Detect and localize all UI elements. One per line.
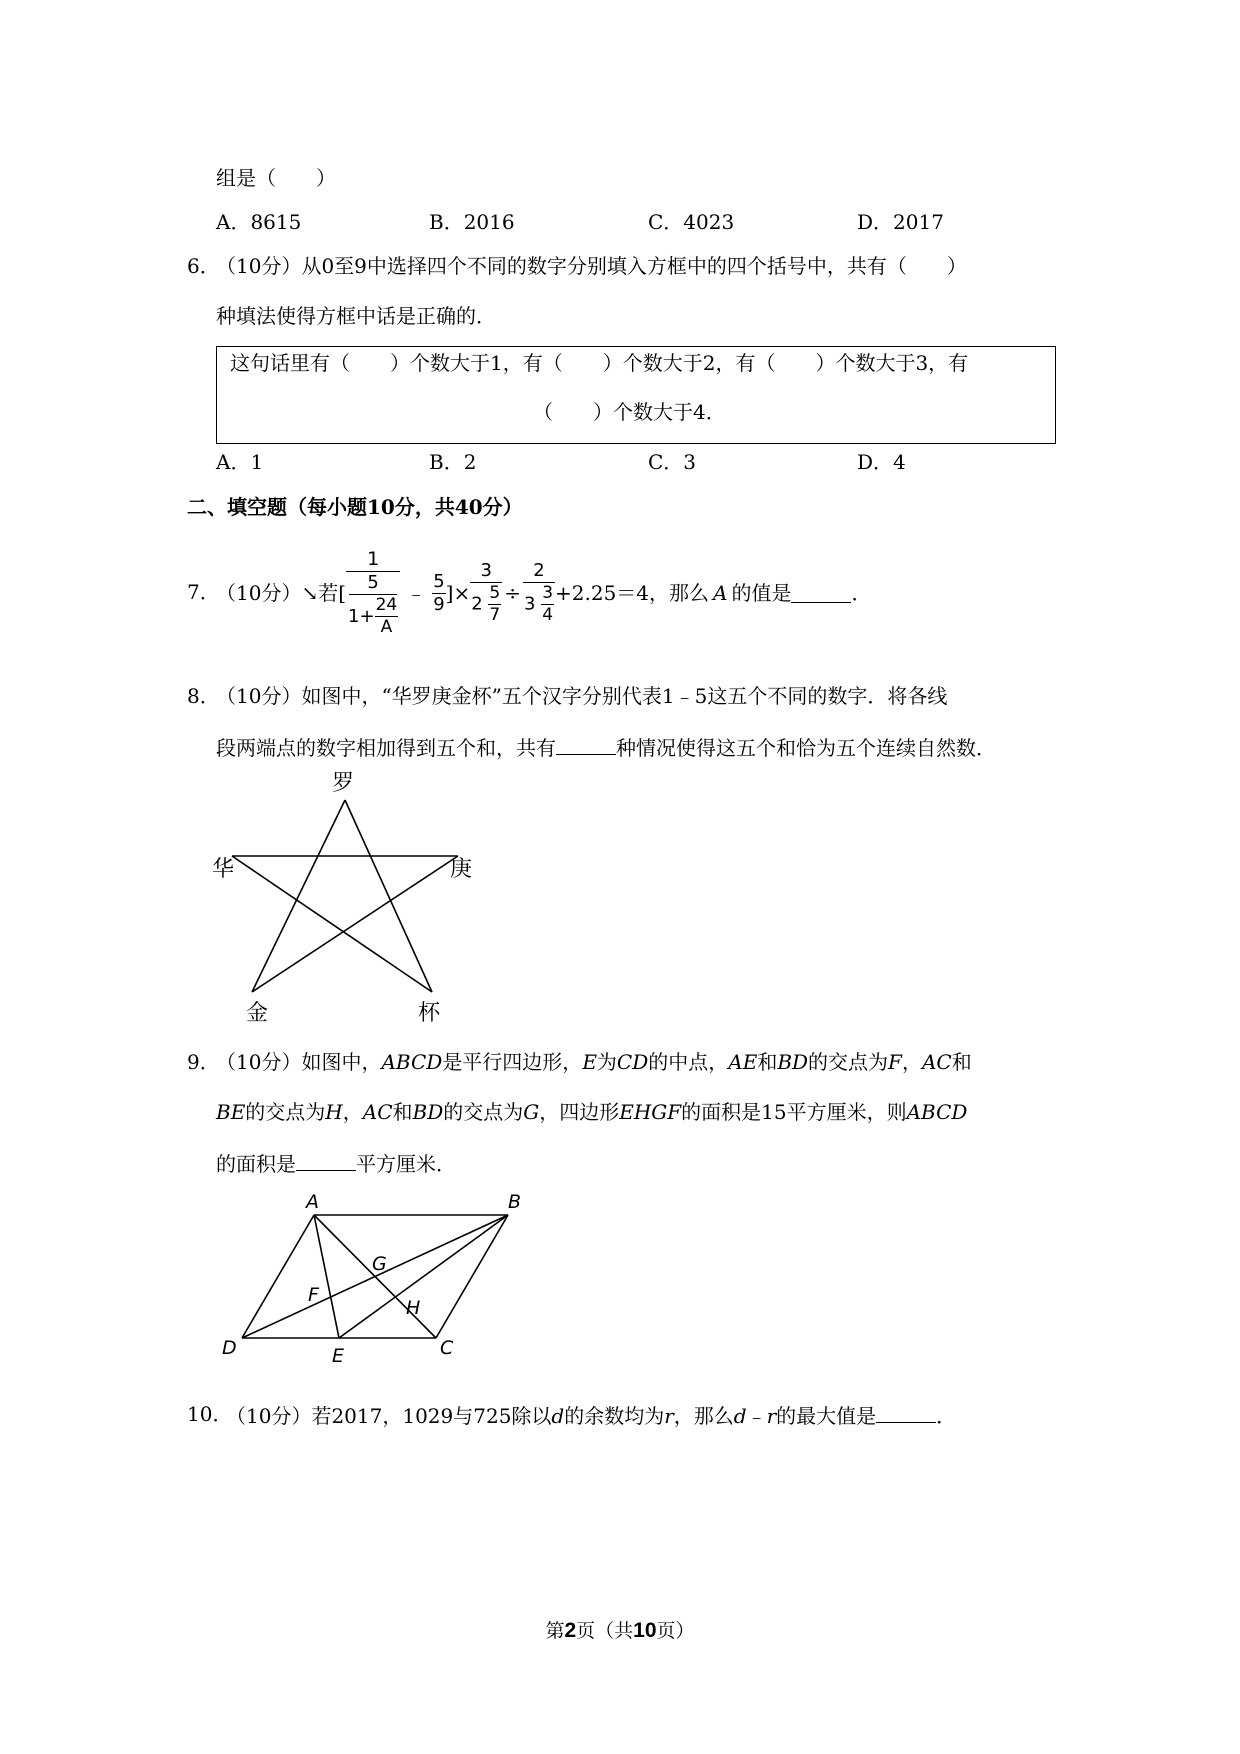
q7-expression [216,538,871,648]
q8-answer-blank[interactable] [556,736,616,755]
q10-text-run: r [664,1404,674,1428]
q10-text-run: d [733,1404,747,1428]
q9-text-run: EHGF [619,1100,682,1124]
q9-text-run: 的面积是15平方厘米，则 [681,1100,907,1124]
q6-option-c: C．3 [648,450,697,474]
q9-text-run: G [523,1100,540,1124]
q8-line1: （10分）如图中，“华罗庚金杯”五个汉字分别代表1﹣5这五个不同的数字．将各线 [216,684,948,708]
q9-text-run: CD [616,1050,649,1074]
q8-number: 8． [187,684,220,708]
q9-text-run: 和 [951,1050,972,1074]
q9-text-run: H [325,1100,343,1124]
q9-text-run: AC [921,1050,952,1074]
star-label-top: 罗 [332,771,355,796]
q9-text-run: AE [728,1050,758,1074]
q7-big-num: 1 [367,548,380,570]
q9-number: 9． [187,1050,220,1074]
star-label-bottom-right: 杯 [418,1001,441,1026]
q7-var-a: A [713,581,728,605]
q8-star-figure [210,770,490,1030]
point-label-d: D [222,1337,237,1359]
q7-divide: ÷ [504,581,521,605]
q7-suffix-b: 的值是 [731,581,792,605]
q10-line1: （10分）若2017，1029与725除以d的余数均为r，那么d﹣r的最大值是 ． [226,1404,957,1428]
q9-text-run: 为 [596,1050,617,1074]
point-label-e: E [332,1345,345,1366]
q7-big-fraction [346,550,400,636]
q7-answer-blank[interactable] [791,584,851,603]
q6-number: 6． [187,254,220,278]
side-da [242,1215,314,1338]
q9-line3: 的面积是 平方厘米． [216,1152,456,1176]
page-total: 10 [633,1619,657,1642]
q7-prefix: （10分）↘若[ [216,581,347,605]
q10-text-run: （10分）若2017，1029与725除以 [226,1404,552,1428]
q7-suffix-a: +2.25＝4，那么 [555,581,710,605]
q9-text-run: E [582,1050,597,1074]
q9-answer-blank[interactable] [296,1152,356,1171]
q10-answer-blank[interactable] [876,1404,936,1423]
point-label-c: C [440,1337,454,1359]
q7-number: 7． [187,580,220,604]
q10-text-run: 的最大值是 [776,1404,877,1428]
q10-text-run: ﹣ [746,1404,767,1428]
q10-text-run: d [551,1404,565,1428]
q9-text-run: （10分）如图中， [216,1050,382,1074]
q9-text-run: BE [216,1100,246,1124]
q8-line2: 段两端点的数字相加得到五个和，共有 种情况使得这五个和恰为五个连续自然数． [216,736,996,760]
q7-fraction-5-9: $\frac{5}{9}$ [433,570,445,615]
page-footer: 第2页（共10页） [545,1619,695,1642]
q5-option-c: C．4023 [648,210,735,234]
q6-option-a: A．1 [216,450,264,474]
point-label-a: A [306,1191,319,1213]
q6-line2: 种填法使得方框中话是正确的． [216,304,496,328]
star-label-right: 庚 [450,857,473,882]
q10-text-run: 的余数均为 [564,1404,665,1428]
q10-number: 10． [187,1402,233,1426]
point-label-h: H [406,1297,421,1319]
star-segment [252,800,345,992]
q9-text-run: BD [777,1050,809,1074]
star-label-bottom-left: 金 [246,1001,269,1026]
star-segment [252,856,458,992]
q7-fraction-3-mixed: 3 2 $\frac{5}{7}$ [471,560,501,625]
q9-text-run: ，四边形 [539,1100,620,1124]
q6-option-d: D．4 [857,450,906,474]
q10-text-run: r [766,1404,777,1428]
q7-end: ． [851,581,872,605]
q6-box-line2: （ ）个数大于4． [533,400,726,424]
q9-text-run: 的中点， [648,1050,729,1074]
q9-line2 [216,1102,967,1122]
q7-fraction-2-mixed: 2 3 $\frac{3}{4}$ [524,560,554,625]
page-number: 2 [564,1619,577,1642]
q9-text-run: ABCD [381,1050,443,1074]
q5-tail: 组是（ ） [216,166,336,190]
q6-line1: （10分）从0至9中选择四个不同的数字分别填入方框中的四个括号中，共有（ ） [216,254,967,278]
point-label-g: G [372,1253,387,1275]
q6-box-line1: 这句话里有（ ）个数大于1，有（ ）个数大于2，有（ ）个数大于3，有 [230,351,969,375]
q9-text-run: BD [412,1100,444,1124]
q9-text-run: 和 [757,1050,778,1074]
side-bc [436,1215,508,1338]
diagonal-bd [242,1215,508,1338]
q9-text-run: 的交点为 [245,1100,326,1124]
q5-option-b: B．2016 [429,210,515,234]
q9-line1 [216,1052,972,1072]
q9-parallelogram-figure [210,1186,540,1366]
section-heading: 二、填空题（每小题10分，共40分） [187,495,523,519]
q9-text-run: 的交点为 [443,1100,524,1124]
q9-text-run: AC [362,1100,393,1124]
q9-text-run: 是平行四边形， [442,1050,583,1074]
q6-option-b: B．2 [429,450,477,474]
q9-text-run: 的交点为 [808,1050,889,1074]
segment-be [339,1215,508,1338]
q9-text-run: ， [901,1050,922,1074]
segment-ae [314,1215,339,1338]
q5-option-d: D．2017 [857,210,944,234]
q9-text-run: ABCD [906,1100,968,1124]
q9-text-run: F [888,1050,902,1074]
q7-minus: ﹣ [406,581,427,605]
q7-inner-five: 5 1+ $\frac{24}{A}$ [348,572,398,637]
point-label-f: F [308,1284,319,1306]
q5-option-a: A．8615 [216,210,302,234]
q9-text-run: ， [342,1100,363,1124]
star-label-left: 华 [212,857,235,882]
q7-times: ]× [445,581,471,605]
q10-text-run: ，那么 [673,1404,734,1428]
point-label-b: B [508,1191,522,1213]
q9-text-run: 和 [392,1100,413,1124]
